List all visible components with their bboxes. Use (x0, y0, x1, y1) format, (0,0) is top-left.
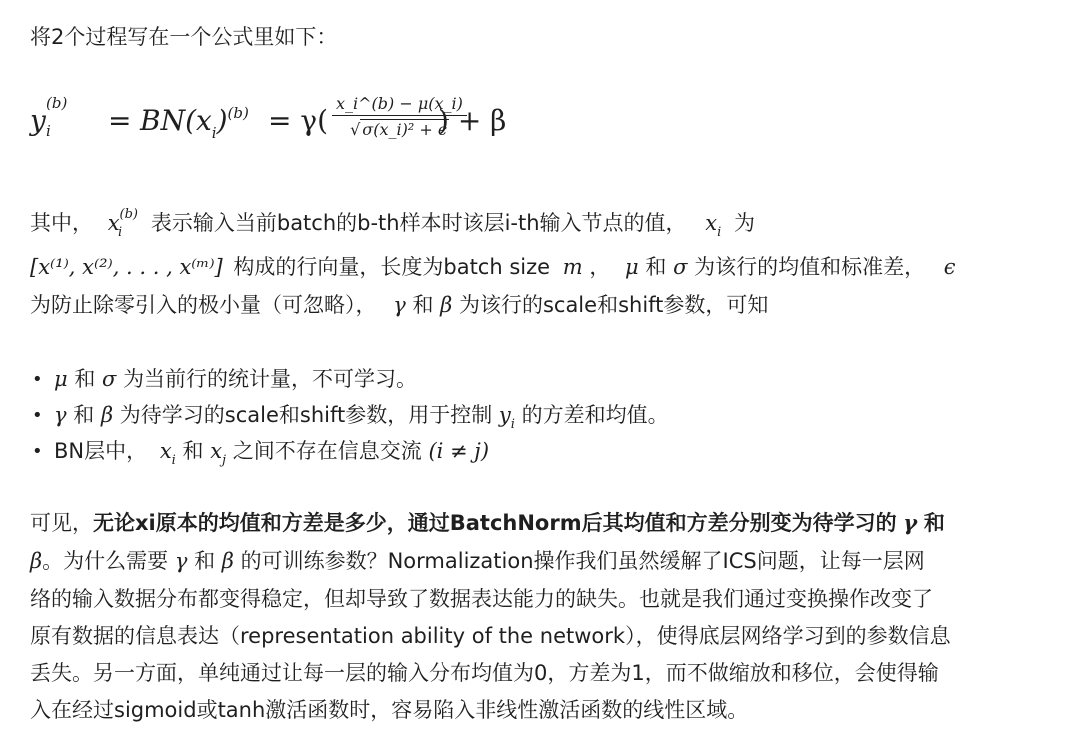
para2-bold-text: 无论xi原本的均值和方差是多少，通过BatchNorm后其均值和方差分别变为待学习的 (93, 511, 897, 535)
bullet-item-1: μ 和 σ 为当前行的统计量，不可学习。 (54, 367, 418, 391)
bullet-dot: • (32, 405, 43, 426)
para1-line3: 为防止除零引入的极小量（可忽略）， γ 和 β 为该行的scale和shift参数，可知 (30, 293, 769, 317)
bullet-dot: • (32, 441, 43, 462)
para2-line2: β。为什么需要 γ 和 β 的可训练参数？Normalization操作我们虽然缓解了ICS问题，让每一层网 (30, 549, 925, 573)
formula-tail: ) + β (438, 104, 507, 137)
para1-line2: [x⁽¹⁾, x⁽²⁾, . . . , x⁽ᵐ⁾] 构成的行向量，长度为batch size m ， μ 和 σ 为该行的均值和标准差， ϵ (30, 255, 956, 279)
bullet-item-2: γ 和 β 为待学习的scale和shift参数，用于控制 $y_i$ 的方差和均值。 (54, 403, 669, 432)
bullet-item-3: BN层中， $x_i$ 和 $x_j$ 之间不存在信息交流 (i ≠ j) (54, 439, 490, 468)
formula-eq2: = γ( (268, 104, 329, 137)
para2-line1: 可见，无论xi原本的均值和方差是多少，通过BatchNorm后其均值和方差分别变为待学习的 γ 和 (30, 510, 945, 535)
formula-bn: $BN(x_i)^{(b)}$ (140, 104, 249, 142)
intro-text: 将2个过程写在一个公式里如下： (30, 25, 338, 49)
para2-line6: 入在经过sigmoid或tanh激活函数时，容易陷入非线性激活函数的线性区域。 (30, 698, 749, 722)
formula-lhs: y (b) i (30, 94, 68, 140)
formula-numerator: x_i^(b) − μ(x_i) (332, 94, 467, 116)
formula-denominator: √ σ(x_i)² + ϵ (350, 120, 447, 139)
para1-line1: 其中， $x^{(b)}_i$ 表示输入当前batch的b-th样本时该层i-th输入节点的值， $x_i$ 为 (30, 207, 755, 240)
bullet-dot: • (32, 369, 43, 390)
para2-line3: 络的输入数据分布都变得稳定，但却导致了数据表达能力的缺失。也就是我们通过变换操作改变了 (30, 587, 933, 611)
formula-eq1: = (108, 104, 132, 137)
para2-line4: 原有数据的信息表达（representation ability of the network），使得底层网络学习到的参数信息 (30, 624, 951, 648)
para2-line5: 丢失。另一方面，单纯通过让每一层的输入分布均值为0，方差为1，而不做缩放和移位，会使得输 (30, 661, 939, 685)
